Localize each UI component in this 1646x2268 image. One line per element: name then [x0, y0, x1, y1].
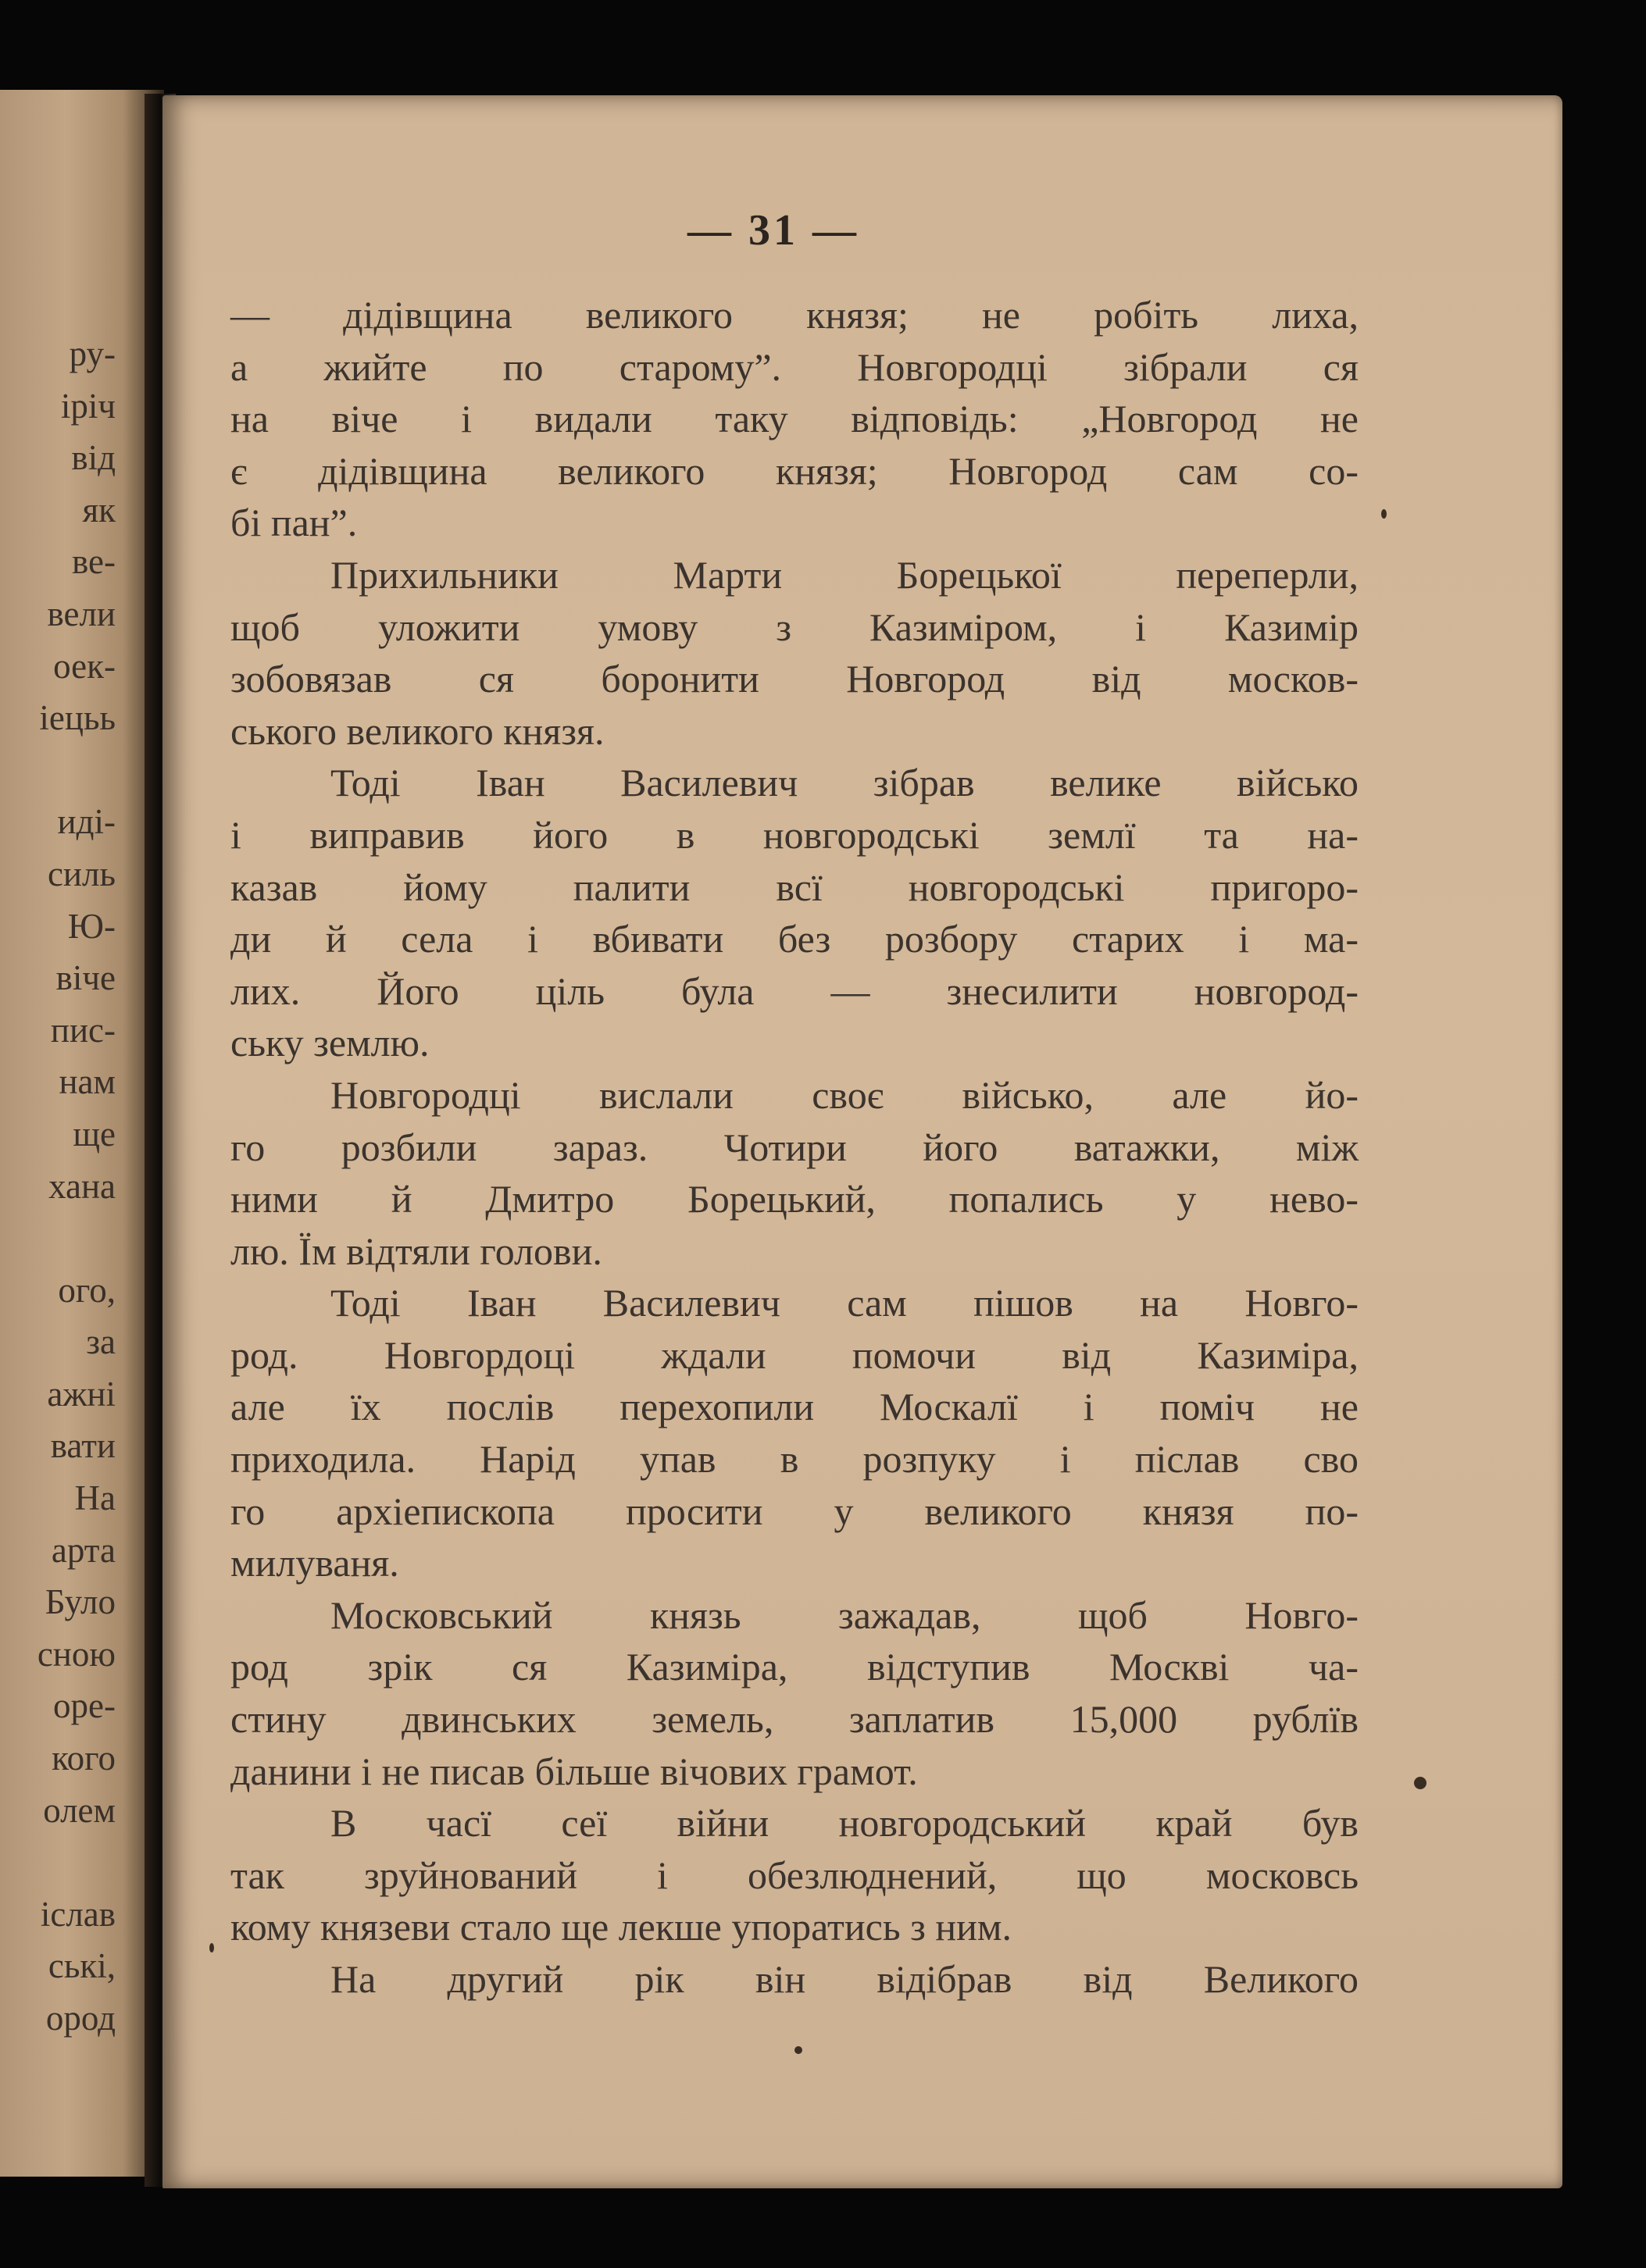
text-line: род. Новгордоці ждали помочи від Казиміра,: [230, 1332, 1359, 1377]
text-line: щоб уложити умову з Казиміром, і Казимір: [230, 604, 1359, 649]
paper-speck: [1414, 1777, 1426, 1789]
left-page-line: кого: [52, 1738, 116, 1778]
left-page-line: за: [86, 1322, 116, 1362]
left-page-line: иді-: [57, 802, 116, 842]
text-line: приходила. Нарід упав в розпуку і післав сво: [230, 1437, 1359, 1482]
text-line: данини і не писав більше вічових грамот.: [230, 1749, 918, 1793]
paper-speck: [1381, 509, 1387, 519]
left-page-line: [0, 1212, 116, 1264]
text-line: — дідівщина великого князя; не робіть лиха,: [230, 293, 1359, 337]
left-page-line: арта: [51, 1530, 116, 1570]
text-line: на віче і видали таку відповідь: „Новгород не: [230, 397, 1359, 441]
left-page-line: як: [82, 490, 116, 530]
text-line: зобовязав ся боронити Новгород від москов-: [230, 657, 1359, 701]
left-page-line: вели: [47, 594, 116, 633]
left-page-line: ще: [73, 1114, 116, 1154]
left-page-line: Ю-: [67, 906, 116, 946]
left-page-line: нам: [59, 1062, 116, 1102]
left-page-line: оре-: [53, 1686, 116, 1726]
text-line: ського великого князя.: [230, 708, 605, 753]
left-page-line: силь: [47, 854, 116, 893]
text-line: го архіепископа просити у великого князя по-: [230, 1489, 1359, 1533]
left-page-line: ород: [45, 1999, 116, 2038]
text-line: так зруйнований і обезлюднений, що московсь: [230, 1853, 1359, 1897]
text-line: Тоді Іван Василевич зібрав велике військо: [330, 761, 1359, 805]
left-page-text: [0, 328, 116, 2045]
text-line: ську землю.: [230, 1021, 430, 1065]
left-page-line: ажні: [47, 1374, 116, 1414]
left-page-line: оек-: [53, 646, 116, 686]
text-line: Тоді Іван Василевич сам пішов на Новго-: [330, 1281, 1359, 1325]
text-line: бі пан”.: [230, 501, 358, 545]
text-line: В часї сеї війни новгородський край був: [330, 1801, 1359, 1845]
left-page-line: ве-: [72, 542, 116, 582]
text-line: На другий рік він відібрав від Великого: [330, 1957, 1359, 2001]
text-line: Московський князь зажадав, щоб Новго-: [330, 1592, 1359, 1637]
left-page-line: віче: [55, 958, 116, 998]
text-line: лих. Його ціль була — знесилити новгород-: [230, 968, 1359, 1013]
left-page-line: іслав: [40, 1894, 116, 1934]
body-text: [230, 289, 1359, 2006]
text-line: го розбили зараз. Чотири його ватажки, між: [230, 1125, 1359, 1169]
left-page-line: вати: [50, 1426, 116, 1466]
text-line: а жийте по старому”. Новгородці зібрали ся: [230, 344, 1359, 389]
text-line: Новгородці вислали своє військо, але йо-: [330, 1072, 1359, 1117]
text-line: милуваня.: [230, 1541, 399, 1585]
text-line: ди й села і вбивати без розбору старих і ма-: [230, 917, 1359, 961]
left-page-line: олем: [43, 1790, 116, 1830]
text-line: і виправив його в новгородські землї та на-: [230, 812, 1359, 857]
left-page-line: ру-: [69, 334, 116, 373]
left-page-line: пис-: [50, 1010, 116, 1050]
text-line: род зрік ся Казиміра, відступив Москві ча-: [230, 1645, 1359, 1689]
text-line: Прихильники Марти Борецької переперли,: [330, 552, 1359, 597]
left-page-line: [0, 1836, 116, 1888]
page-number: — 31 —: [687, 206, 859, 255]
left-page-line: від: [71, 438, 116, 478]
text-line: казав йому палити всї новгородські пригоро-: [230, 865, 1359, 909]
text-line: стину двинських земель, заплатив 15,000 рублїв: [230, 1697, 1359, 1742]
left-page-line: ого,: [58, 1270, 116, 1310]
text-line: кому князеви стало ще лекше упоратись з ним.: [230, 1905, 1012, 1949]
left-page-edge: [0, 90, 164, 2177]
paper-speck: [794, 2046, 802, 2054]
left-page-line: На: [74, 1478, 116, 1518]
left-page-line: сною: [37, 1634, 116, 1674]
text-line: але їх послів перехопили Москалї і поміч не: [230, 1385, 1359, 1429]
text-line: лю. Їм відтяли голови.: [230, 1228, 602, 1273]
left-page-line: іріч: [60, 386, 116, 426]
left-page-line: іецьь: [39, 698, 116, 738]
left-page-line: ські,: [48, 1946, 116, 1986]
text-line: є дідівщина великого князя; Новгород сам со-: [230, 448, 1359, 493]
left-page-line: Було: [45, 1582, 116, 1622]
left-page-line: [0, 744, 116, 797]
paper-speck: [209, 1943, 214, 1952]
left-page-line: хана: [48, 1166, 116, 1206]
text-line: ними й Дмитро Борецький, попались у нево-: [230, 1177, 1359, 1221]
